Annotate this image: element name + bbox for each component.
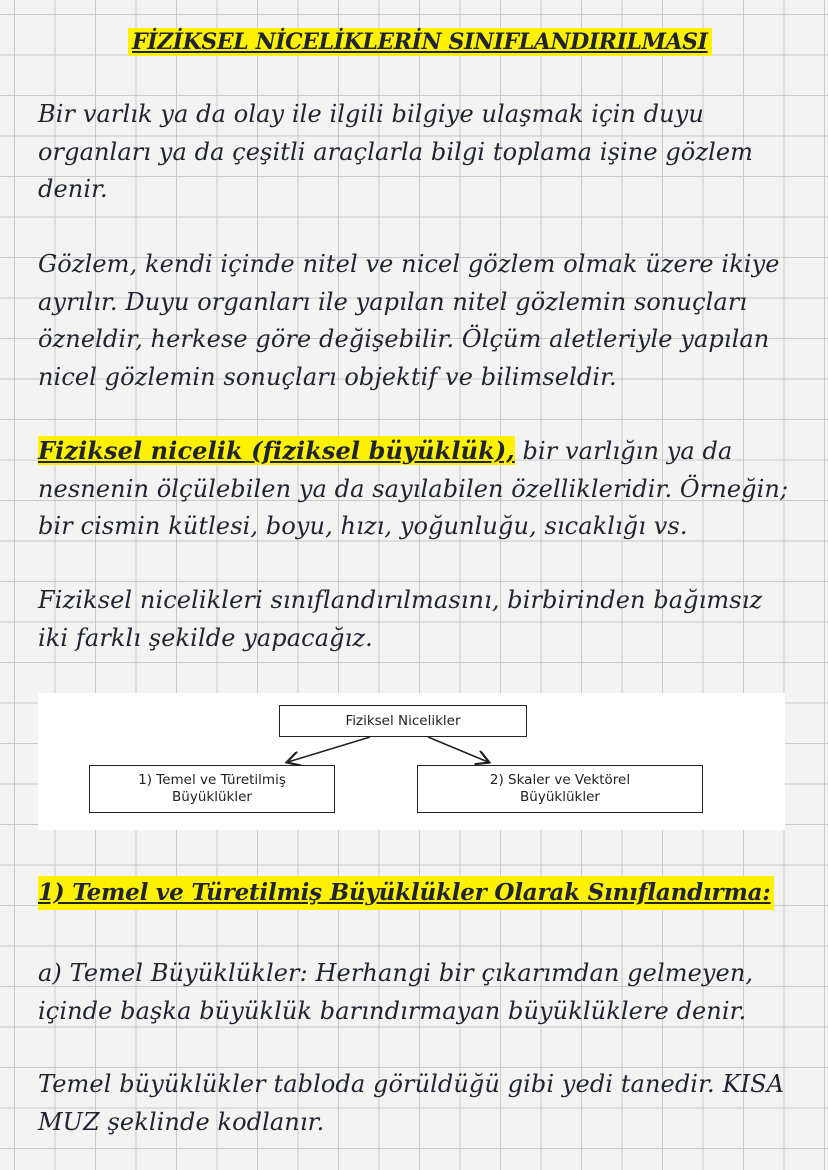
paragraph-observation-definition: Bir varlık ya da olay ile ilgili bilgiye ulaşmak için duyu organları ya da çeşitli araçlarla bilgi toplama işine gözlem denir. [38,100,754,203]
diagram-root-box [279,705,527,737]
paragraph-basic-quantities: a) Temel Büyüklükler: Herhangi bir çıkarımdan gelmeyen, içinde başka büyüklük barındırmayan büyüklüklere denir. [38,959,754,1025]
diagram-root-label: Fiziksel Nicelikler [345,712,461,729]
arrow-right [428,737,488,762]
diagram-right-box [417,765,703,813]
section-title: 1) Temel ve Türetilmiş Büyüklükler Olarak Sınıflandırma: [38,876,774,910]
diagram-left-label-1: 1) Temel ve Türetilmiş [138,772,286,788]
diagram-left-box [89,765,335,813]
diagram-right-label-2: Büyüklükler [520,789,600,805]
highlighted-term: Fiziksel nicelik (fiziksel büyüklük), [38,436,515,465]
page-title: FİZİKSEL NİCELİKLERİN SINIFLANDIRILMASI [128,28,712,56]
paragraph-classification-intro: Fiziksel nicelikleri sınıflandırılmasını, birbirinden bağımsız iki farklı şekilde yapacağız. [38,586,763,652]
paragraph-physical-quantity-text: bir varlığın ya da nesnenin ölçülebilen ya da sayılabilen özellikleridir. Örneğin; bir cismin kütlesi, boyu, hızı, yoğunluğu, sıcaklığı vs. [38,437,789,540]
diagram-right-label-1: 2) Skaler ve Vektörel [489,772,631,788]
paragraph-physical-quantity [38,432,798,546]
arrow-left [288,737,370,762]
paragraph-observation-types: Gözlem, kendi içinde nitel ve nicel gözlem olmak üzere ikiye ayrılır. Duyu organları ile yapılan nitel gözlemin sonuçları özneldir, herkese göre değişebilir. Ölçüm aletleriyle yapılan nicel gözlemin sonuçları objektif ve bilimseldir. [38,250,780,391]
diagram-left-label-2: Büyüklükler [172,789,252,805]
classification-diagram [38,693,785,830]
paragraph-basic-quantities-count: Temel büyüklükler tabloda görüldüğü gibi yedi tanedir. KISA MUZ şeklinde kodlanır. [38,1070,785,1136]
